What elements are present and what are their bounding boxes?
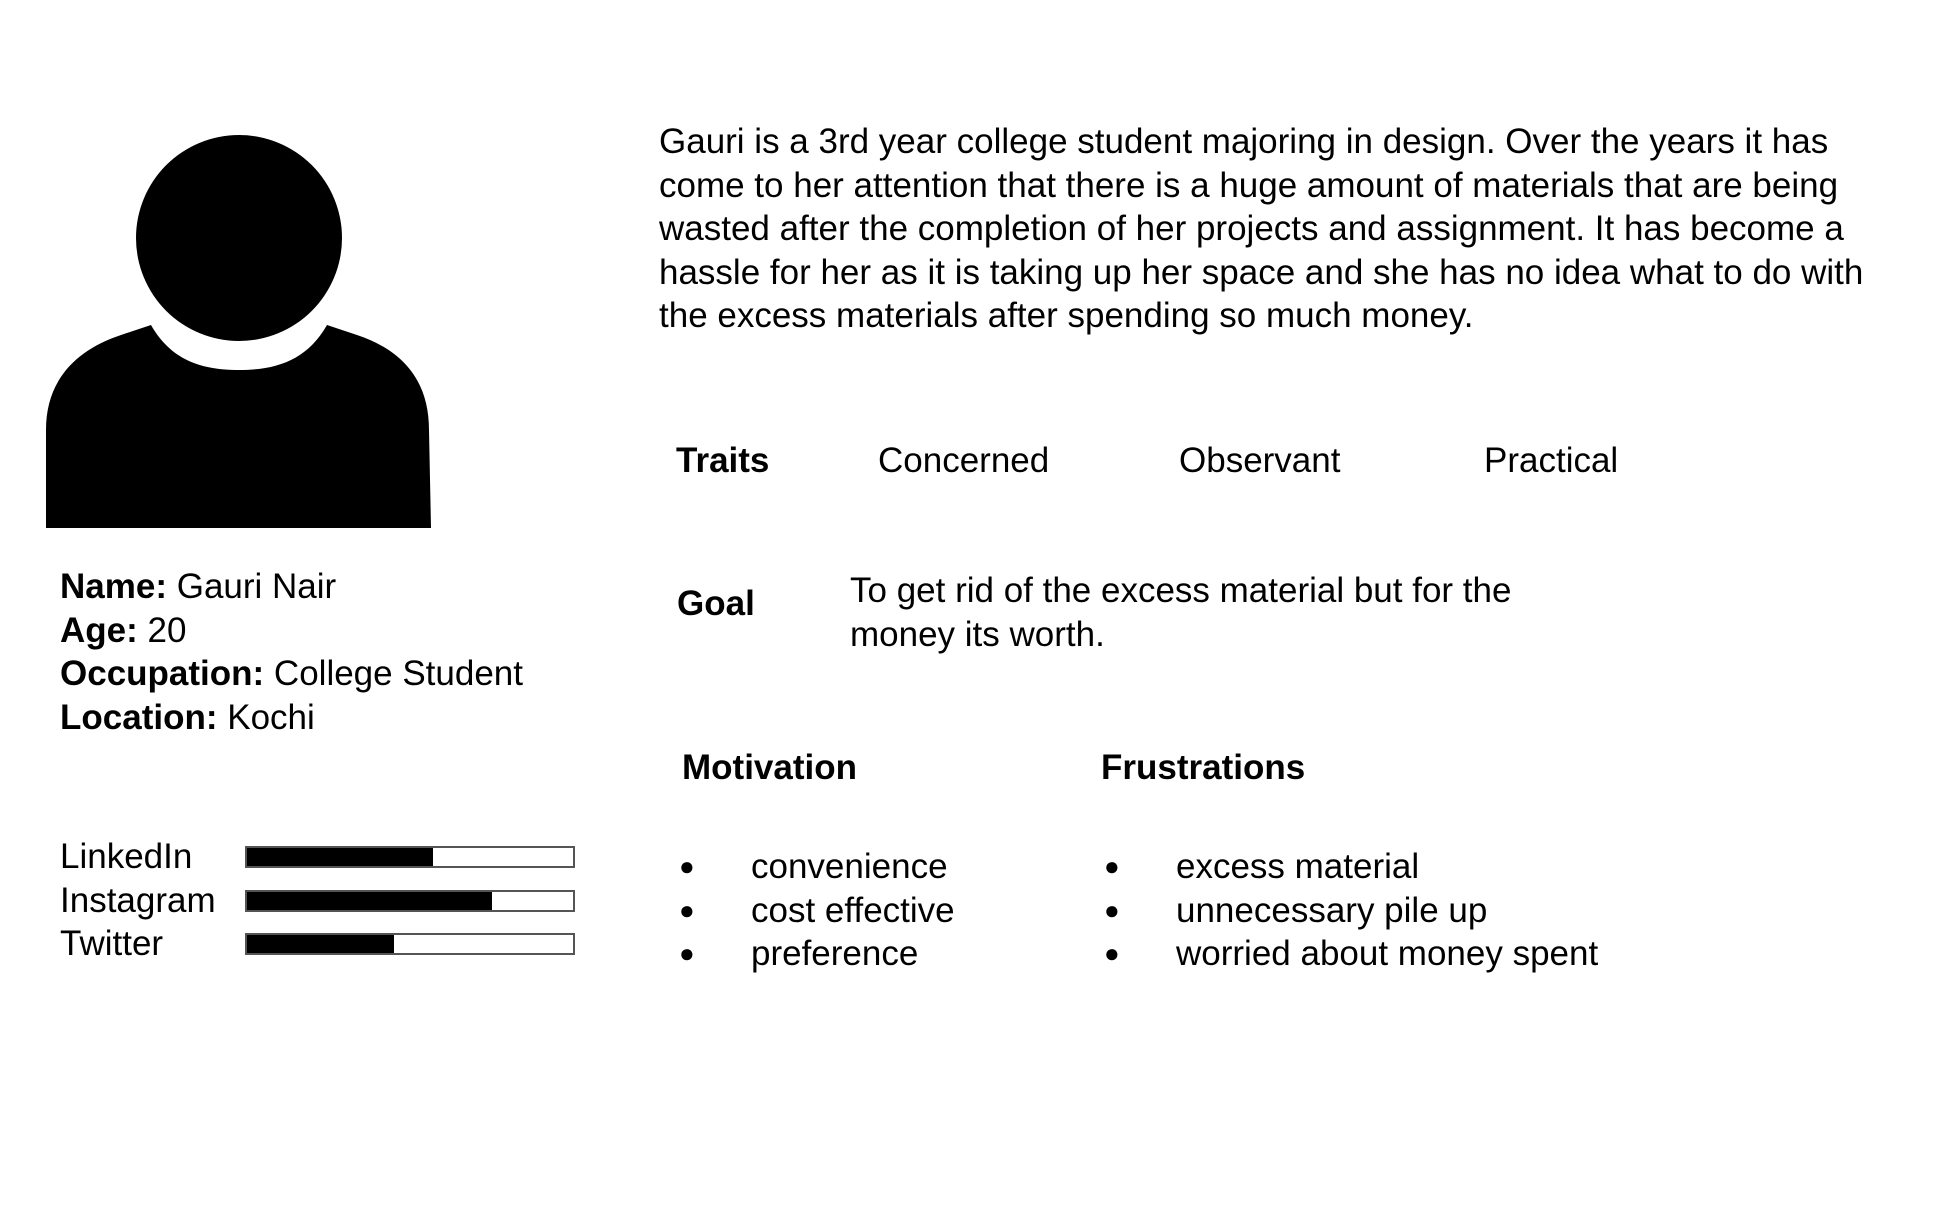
usage-bar bbox=[245, 890, 575, 912]
location-label: Location: bbox=[60, 697, 218, 737]
social-label: LinkedIn bbox=[60, 837, 193, 876]
usage-bar-fill bbox=[247, 892, 492, 910]
bullet-dot-icon: ● bbox=[1104, 938, 1120, 968]
trait-item: Observant bbox=[1179, 441, 1341, 480]
bullet-dot-icon: ● bbox=[1104, 851, 1120, 881]
social-label: Instagram bbox=[60, 880, 216, 920]
bullet-dot-icon: ● bbox=[679, 851, 695, 881]
occupation-label: Occupation: bbox=[60, 654, 265, 693]
list-item-text: cost effective bbox=[751, 890, 955, 930]
name-row bbox=[60, 565, 523, 609]
bio-paragraph: Gauri is a 3rd year college student majoring in design. Over the years it has come to her attention that there is a huge amount of materials that are being wasted after the completion of her projects and assignment. It has become a hassle for her as it is taking up her space and she has no idea what to do with the excess materials after spending so much money. bbox=[659, 122, 1864, 335]
age-row bbox=[60, 609, 523, 653]
list-item-text: preference bbox=[751, 934, 919, 973]
usage-bar bbox=[245, 846, 575, 868]
motivation-heading: Motivation bbox=[682, 748, 857, 787]
trait-item: Practical bbox=[1484, 441, 1619, 480]
location-row bbox=[60, 696, 523, 740]
list-item-text: convenience bbox=[751, 847, 948, 886]
name-label: Name: bbox=[60, 567, 167, 606]
traits-heading: Traits bbox=[676, 441, 770, 480]
occupation-value: College Student bbox=[273, 654, 523, 693]
occupation-row bbox=[60, 652, 523, 696]
goal-text: To get rid of the excess material but for the money its worth. bbox=[850, 571, 1512, 654]
location-value: Kochi bbox=[227, 697, 315, 737]
bullet-dot-icon: ● bbox=[679, 894, 695, 925]
trait-item: Concerned bbox=[878, 441, 1050, 480]
usage-bar bbox=[245, 933, 575, 955]
age-value: 20 bbox=[147, 610, 187, 650]
name-value: Gauri Nair bbox=[176, 567, 337, 606]
frustrations-heading: Frustrations bbox=[1101, 748, 1306, 787]
profile-info bbox=[60, 565, 523, 739]
list-item-text: worried about money spent bbox=[1176, 934, 1599, 973]
list-item-text: unnecessary pile up bbox=[1176, 890, 1488, 930]
list-item-text: excess material bbox=[1176, 847, 1420, 886]
goal-heading: Goal bbox=[677, 584, 755, 623]
bullet-dot-icon: ● bbox=[679, 938, 695, 968]
social-label: Twitter bbox=[60, 924, 164, 963]
age-label: Age: bbox=[60, 610, 138, 650]
usage-bar-fill bbox=[247, 848, 433, 866]
avatar-icon bbox=[46, 135, 432, 528]
usage-bar-fill bbox=[247, 935, 394, 953]
bullet-dot-icon: ● bbox=[1104, 894, 1120, 925]
